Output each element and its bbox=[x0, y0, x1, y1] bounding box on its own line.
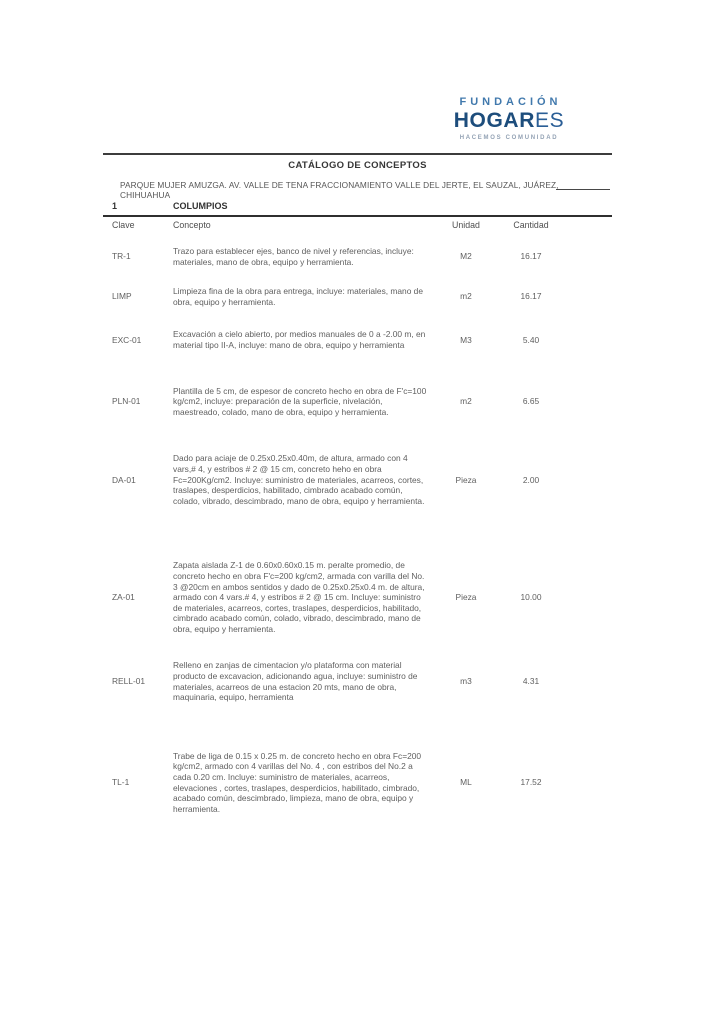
logo-tagline: HACEMOS COMUNIDAD bbox=[459, 135, 559, 141]
table-row bbox=[103, 751, 612, 815]
table-row bbox=[103, 386, 612, 454]
row-unidad: ML bbox=[460, 777, 472, 788]
table-row bbox=[103, 560, 612, 660]
row-concepto: Limpieza fina de la obra para entrega, incluye: materiales, mano de obra, equipo y herramienta. bbox=[173, 286, 423, 307]
column-header-unidad: Unidad bbox=[452, 220, 480, 230]
logo-es-light: ES bbox=[534, 109, 565, 132]
top-rule bbox=[103, 153, 612, 155]
row-clave: DA-01 bbox=[112, 474, 136, 485]
row-cantidad: 6.65 bbox=[522, 396, 540, 407]
row-clave: EXC-01 bbox=[112, 334, 142, 345]
section-title: COLUMPIOS bbox=[173, 201, 228, 211]
row-unidad: Pieza bbox=[455, 474, 477, 485]
row-cantidad: 5.40 bbox=[522, 334, 540, 345]
table-row bbox=[103, 660, 612, 750]
row-unidad: m2 bbox=[460, 396, 472, 407]
section-number: 1 bbox=[112, 201, 118, 211]
project-subtitle: PARQUE MUJER AMUZGA. AV. VALLE DE TENA FRACCIONAMIENTO VALLE DEL JERTE, EL SAUZAL, JUÁREZ, CHIHUAHUA bbox=[120, 180, 559, 200]
table-row bbox=[103, 246, 612, 286]
row-concepto: Trazo para establecer ejes, banco de nivel y referencias, incluye: materiales, mano de obra, equipo y herramienta. bbox=[173, 246, 414, 267]
row-cantidad: 2.00 bbox=[522, 474, 540, 485]
row-unidad: m2 bbox=[460, 291, 472, 302]
row-unidad: M3 bbox=[460, 334, 472, 345]
row-concepto: Excavación a cielo abierto, por medios manuales de 0 a -2.00 m, en material tipo II-A, incluye: mano de obra, equipo y herramienta bbox=[173, 329, 426, 350]
fundacion-hogares-logo bbox=[451, 97, 567, 141]
table-row bbox=[103, 453, 612, 560]
row-unidad: M2 bbox=[460, 251, 472, 262]
logo-fundacion-text: FUNDACIÓN bbox=[459, 96, 562, 108]
row-clave: RELL-01 bbox=[112, 676, 146, 687]
row-clave: PLN-01 bbox=[112, 396, 141, 407]
row-concepto: Plantilla de 5 cm, de espesor de concreto hecho en obra de F'c=100 kg/cm2, incluye: preparación de la superficie, nivelación, maestreado, colado, mano de obra, equipo y herramienta. bbox=[173, 385, 427, 417]
column-header-concepto: Concepto bbox=[173, 220, 211, 230]
table-row bbox=[103, 286, 612, 329]
row-clave: ZA-01 bbox=[112, 592, 135, 603]
table-body bbox=[103, 246, 612, 814]
logo-hogares-text bbox=[451, 110, 567, 131]
row-unidad: m3 bbox=[460, 676, 472, 687]
document-title: CATÁLOGO DE CONCEPTOS bbox=[288, 160, 427, 171]
row-concepto: Relleno en zanjas de cimentacion y/o plataforma con material producto de excavacion, adicionando agua, incluye: suministro de materiales, acarreos de una estacion 20 mts, mano de obra, maquinaria, equipo, herramienta bbox=[173, 660, 418, 703]
row-concepto: Trabe de liga de 0.15 x 0.25 m. de concreto hecho en obra Fc=200 kg/cm2, armado con 4 varillas del No. 4 , con estribos del No.2 a cada 0.20 cm. Incluye: suministro de materiales, acarreos, elevaciones , cortes, traslapes, desperdicios, habilitado, cimbrado, acabado común, descimbrado, limpieza, mano de obra, equipo y herramienta. bbox=[173, 750, 422, 814]
column-header-clave: Clave bbox=[112, 220, 135, 230]
logo-hogar-bold: HOGAR bbox=[453, 109, 535, 132]
row-cantidad: 10.00 bbox=[520, 592, 542, 603]
table-column-headers bbox=[103, 220, 612, 230]
subtitle-underline bbox=[556, 189, 610, 190]
row-cantidad: 17.52 bbox=[520, 777, 542, 788]
row-clave: LIMP bbox=[112, 291, 132, 302]
row-concepto: Dado para aciaje de 0.25x0.25x0.40m, de altura, armado con 4 vars,# 4, y estribos # 2 @ 15 cm, concreto heho en obra Fc=200Kg/cm2. Incluye: suministro de materiales, acarreos, cortes, traslapes, desperdicios, habilitado, cimbrado acabado común, colado, vibrado, descimbrado, mano de obra, equipo y herramienta. bbox=[173, 453, 425, 506]
row-cantidad: 16.17 bbox=[520, 251, 542, 262]
row-clave: TR-1 bbox=[112, 251, 131, 262]
row-concepto: Zapata aislada Z-1 de 0.60x0.60x0.15 m. peralte promedio, de concreto hecho en obra F'c=200 kg/cm2, armada con varilla del No. 3 @20cm en ambos sentidos y dado de 0.25x0.25x0.4 m. de altura, armado con 4 vars.# 4, y estribos # 2 @ 15 cm. Incluye: suministro de materiales, acarreos, cortes, traslapes, desperdicios, habilitado, cimbrado acabado común, colado, vibrado, descimbrado, mano de obra, equipo y herramienta. bbox=[173, 560, 425, 634]
row-clave: TL-1 bbox=[112, 777, 130, 788]
row-unidad: Pieza bbox=[455, 592, 477, 603]
table-row bbox=[103, 329, 612, 385]
section-row bbox=[103, 201, 612, 217]
column-header-cantidad: Cantidad bbox=[513, 220, 549, 230]
row-cantidad: 16.17 bbox=[520, 291, 542, 302]
row-cantidad: 4.31 bbox=[522, 676, 540, 687]
